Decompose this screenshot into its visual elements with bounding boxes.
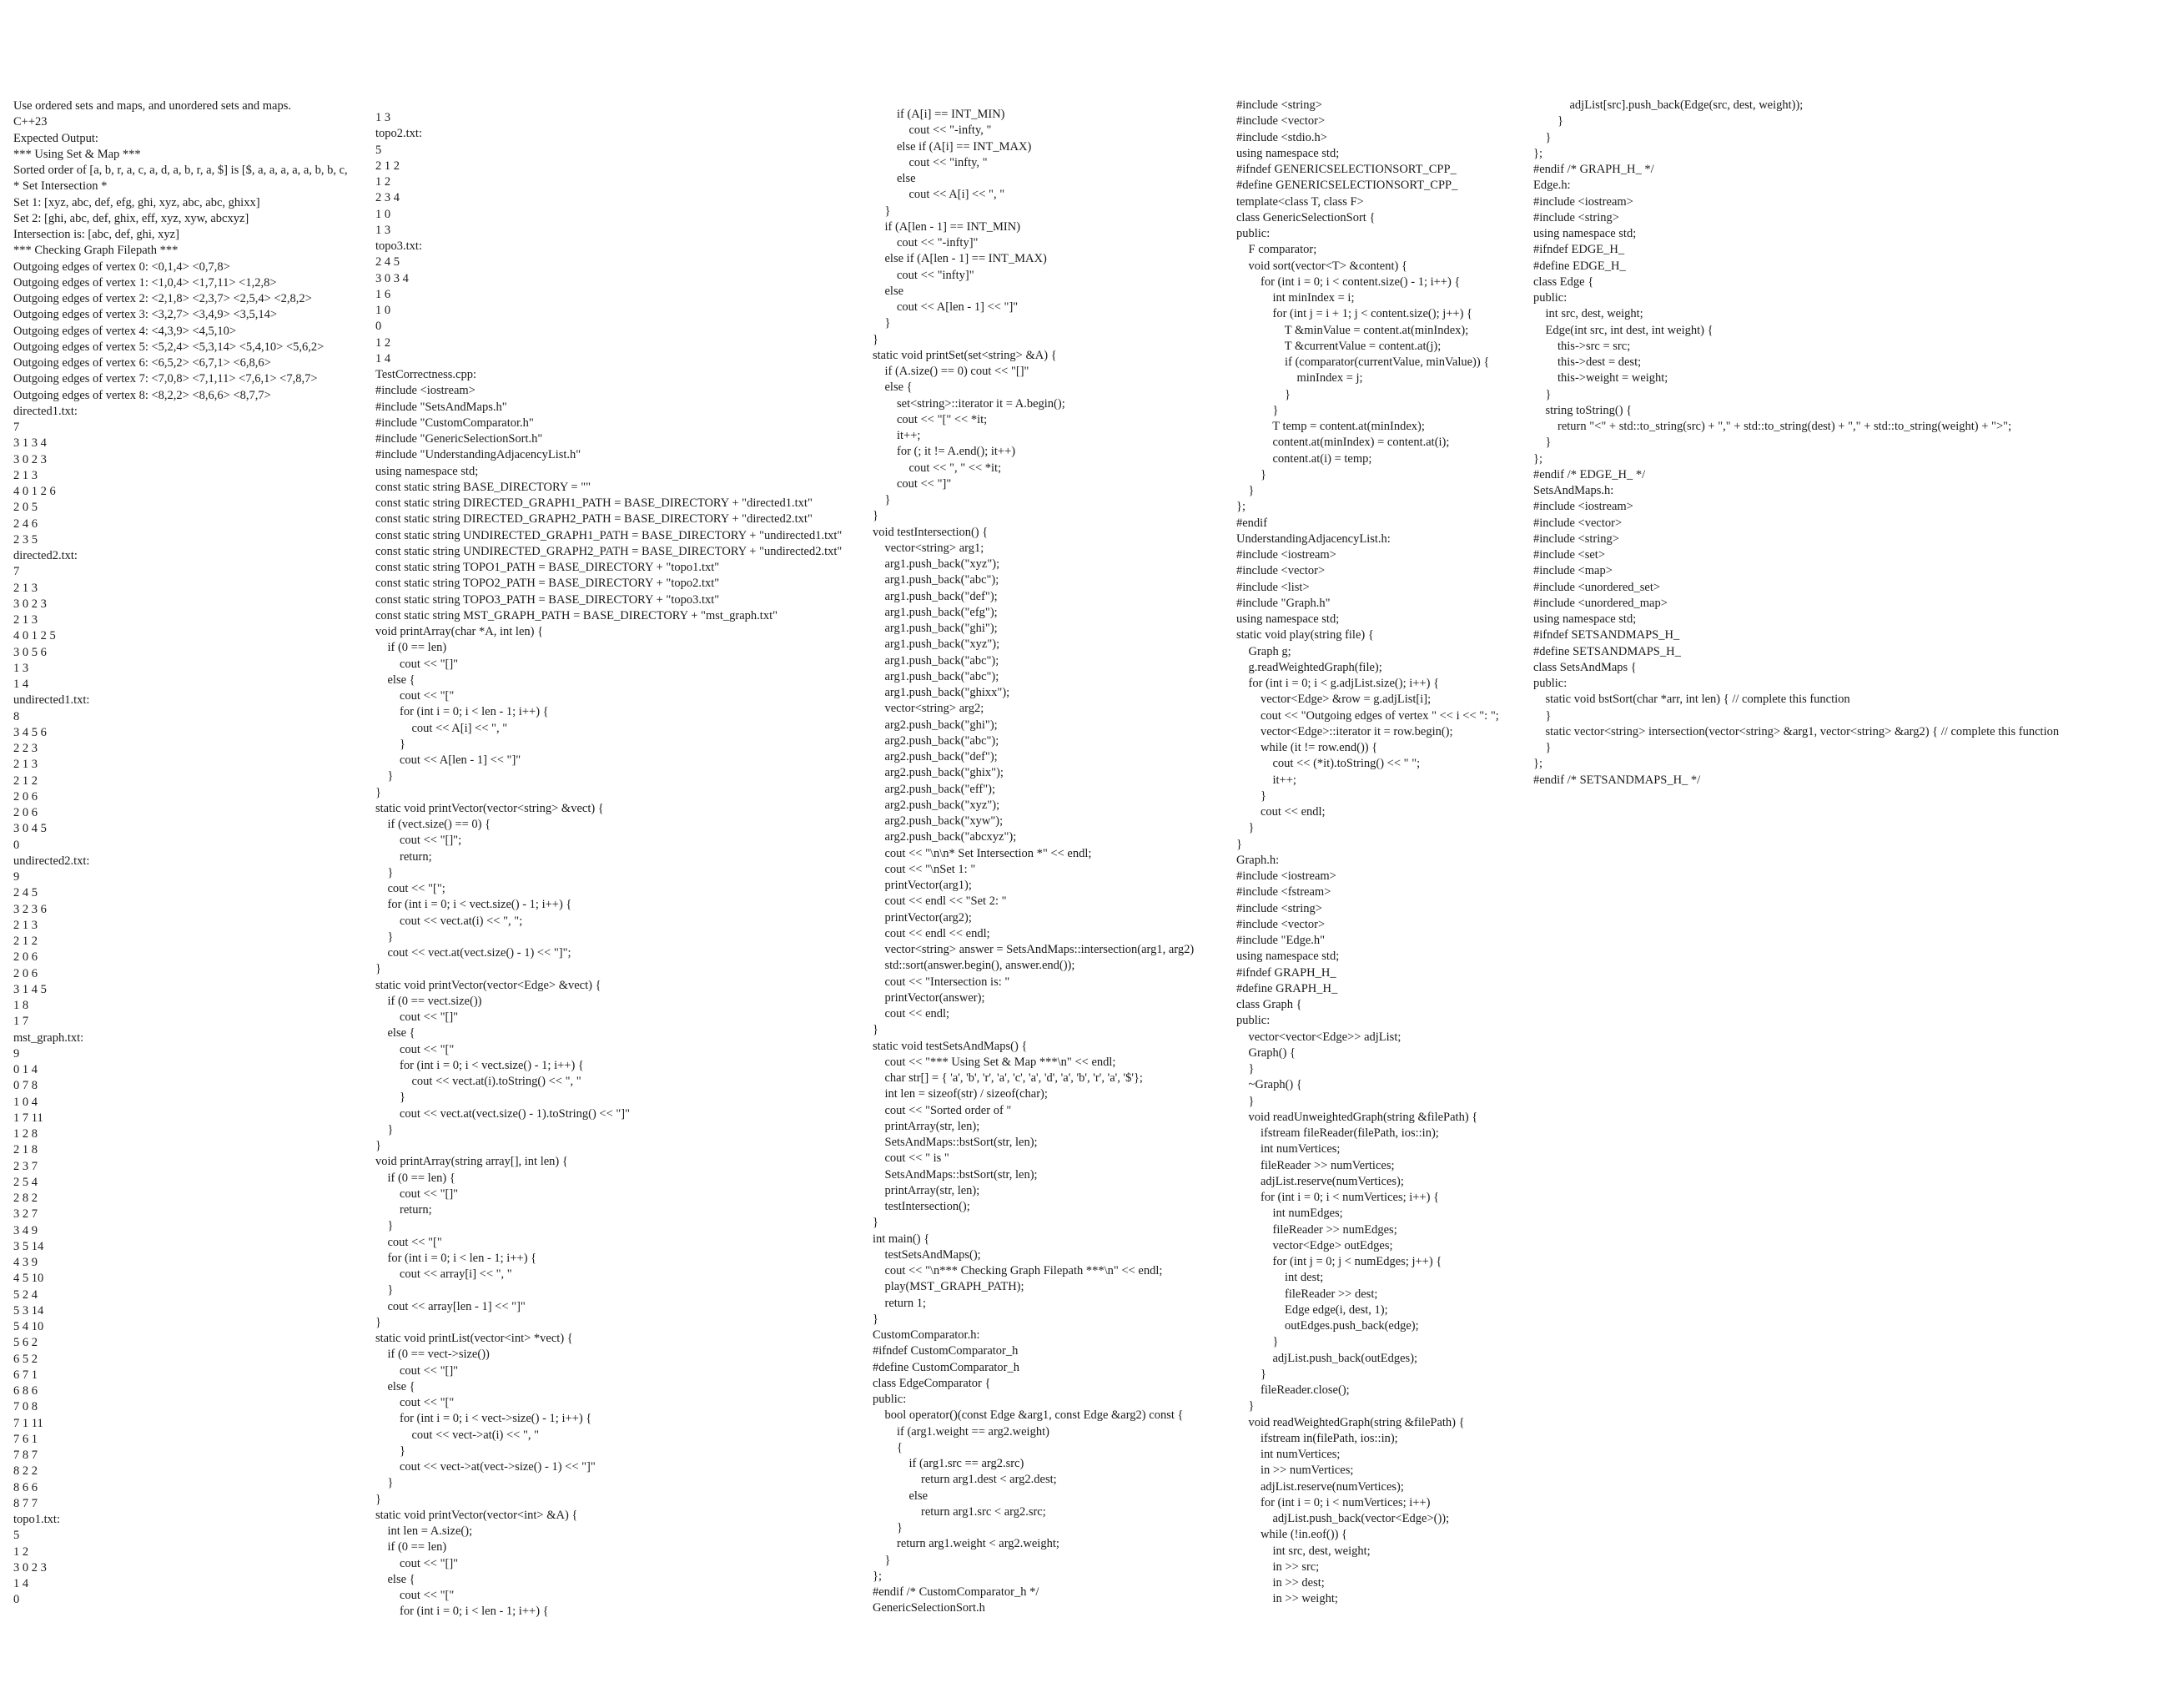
code-column-1: Use ordered sets and maps, and unordered sets and maps. C++23 Expected Output: *** Using Set & Map *** Sorted order of [a, b, r, a, c, a, d, a, b, r, a, $] is [$, a, a, a, a, a, b, b, c, * Set Intersection * Set 1: [xyz, abc, def, efg, ghi, xyz, abc, abc, ghixx] Set 2: [ghi, abc, def, ghix, eff, xyz, xyw, abcxyz] Intersection is: [abc, def, ghi, xyz] *** Checking Graph Filepath *** Outgoing edges of vertex 0: <0,1,4> <0,7,8> Outgoing edges of vertex 1: <1,0,4> <1,7,11> <1,2,8> Outgoing edges of vertex 2: <2,1,8> <2,3,7> <2,5,4> <2,8,2> Outgoing edges of vertex 3: <3,2,7> <3,4,9> <3,5,14> Outgoing edges of vertex 4: <4,3,9> <4,5,10> Outgoing edges of vertex 5: <5,2,4> <5,3,14> <5,4,10> <5,6,2> Outgoing edges of vertex 6: <6,5,2> <6,7,1> <6,8,6> Outgoing edges of vertex 7: <7,0,8> <7,1,11> <7,6,1> <7,8,7> Outgoing edges of vertex 8: <8,2,2> <8,6,6> <8,7,7> directed1.txt: 7 3 1 3 4 3 0 2 3 2 1 3 4 0 1 2 6 2 0 5 2 4 6 2 3 5 directed2.txt: 7 2 1 3 3 0 2 3 2 1 3 4 0 1 2 5 3 0 5 6 1 3 1 4 undirected1.txt: 8 3 4 5 6 2 2 3 2 1 3 2 1 2 2 0 6 2 0 6 3 0 4 5 0 undirected2.txt: 9 2 4 5 3 2 3 6 2 1 3 2 1 2 2 0 6 2 0 6 3 1 4 5 1 8 1 7 mst_graph.txt: 9 0 1 4 0 7 8 1 0 4 1 7 11 1 2 8 2 1 8 2 3 7 2 5 4 2 8 2 3 2 7 3 4 9 3 5 14 4 3 9 4 5 10 5 2 4 5 3 14 5 4 10 5 6 2 6 5 2 6 7 1 6 8 6 7 0 8 7 1 11 7 6 1 7 8 7 8 2 2 8 6 6 8 7 7 topo1.txt: 5 1 2 3 0 2 3 1 4 0 <box>13 99 348 1607</box>
code-column-2: 1 3 topo2.txt: 5 2 1 2 1 2 2 3 4 1 0 1 3 topo3.txt: 2 4 5 3 0 3 4 1 6 1 0 0 1 2 1 4 TestCorrectness.cpp: #include <iostream> #include "SetsAndMaps.h" #include "CustomComparator.h" #include "GenericSelectionSort.h" #include "UnderstandingAdjacencyList.h" using namespace std; const static string BASE_DIRECTORY = "" const static string DIRECTED_GRAPH1_PATH = BASE_DIRECTORY + "directed1.txt" const static string DIRECTED_GRAPH2_PATH = BASE_DIRECTORY + "directed2.txt" const static string UNDIRECTED_GRAPH1_PATH = BASE_DIRECTORY + "undirected1.txt" const static string UNDIRECTED_GRAPH2_PATH = BASE_DIRECTORY + "undirected2.txt" const static string TOPO1_PATH = BASE_DIRECTORY + "topo1.txt" const static string TOPO2_PATH = BASE_DIRECTORY + "topo2.txt" const static string TOPO3_PATH = BASE_DIRECTORY + "topo3.txt" const static string MST_GRAPH_PATH = BASE_DIRECTORY + "mst_graph.txt" void printArray(char *A, int len) { if (0 == len) cout << "[]" else { cout << "[" for (int i = 0; i < len - 1; i++) { cout << A[i] << ", " } cout << A[len - 1] << "]" } } static void printVector(vector<string> &vect) { if (vect.size() == 0) { cout << "[]"; return; } cout << "["; for (int i = 0; i < vect.size() - 1; i++) { cout << vect.at(i) << ", "; } cout << vect.at(vect.size() - 1) << "]"; } static void printVector(vector<Edge> &vect) { if (0 == vect.size()) cout << "[]" else { cout << "[" for (int i = 0; i < vect.size() - 1; i++) { cout << vect.at(i).toString() << ", " } cout << vect.at(vect.size() - 1).toString() << "]" } } void printArray(string array[], int len) { if (0 == len) { cout << "[]" return; } cout << "[" for (int i = 0; i < len - 1; i++) { cout << array[i] << ", " } cout << array[len - 1] << "]" } static void printList(vector<int> *vect) { if (0 == vect->size()) cout << "[]" else { cout << "[" for (int i = 0; i < vect->size() - 1; i++) { cout << vect->at(i) << ", " } cout << vect->at(vect->size() - 1) << "]" } } static void printVector(vector<int> &A) { int len = A.size(); if (0 == len) cout << "[]" else { cout << "[" for (int i = 0; i < len - 1; i++) { <box>375 111 843 1619</box>
code-column-4: #include <string> #include <vector> #include <stdio.h> using namespace std; #ifndef GENERICSELECTIONSORT_CPP_ #define GENERICSELECTIONSORT_CPP_ template<class T, class F> class GenericSelectionSort { public: F comparator; void sort(vector<T> &content) { for (int i = 0; i < content.size() - 1; i++) { int minIndex = i; for (int j = i + 1; j < content.size(); j++) { T &minValue = content.at(minIndex); T &currentValue = content.at(j); if (comparator(currentValue, minValue)) { minIndex = j; } } T temp = content.at(minIndex); content.at(minIndex) = content.at(i); content.at(i) = temp; } } }; #endif UnderstandingAdjacencyList.h: #include <iostream> #include <vector> #include <list> #include "Graph.h" using namespace std; static void play(string file) { Graph g; g.readWeightedGraph(file); for (int i = 0; i < g.adjList.size(); i++) { vector<Edge> &row = g.adjList[i]; cout << "Outgoing edges of vertex " << i << ": "; vector<Edge>::iterator it = row.begin(); while (it != row.end()) { cout << (*it).toString() << " "; it++; } cout << endl; } } Graph.h: #include <iostream> #include <fstream> #include <string> #include <vector> #include "Edge.h" using namespace std; #ifndef GRAPH_H_ #define GRAPH_H_ class Graph { public: vector<vector<Edge>> adjList; Graph() { } ~Graph() { } void readUnweightedGraph(string &filePath) { ifstream fileReader(filePath, ios::in); int numVertices; fileReader >> numVertices; adjList.reserve(numVertices); for (int i = 0; i < numVertices; i++) { int numEdges; fileReader >> numEdges; vector<Edge> outEdges; for (int j = 0; j < numEdges; j++) { int dest; fileReader >> dest; Edge edge(i, dest, 1); outEdges.push_back(edge); } adjList.push_back(outEdges); } fileReader.close(); } void readWeightedGraph(string &filePath) { ifstream in(filePath, ios::in); int numVertices; in >> numVertices; adjList.reserve(numVertices); for (int i = 0; i < numVertices; i++) adjList.push_back(vector<Edge>()); while (!in.eof()) { int src, dest, weight; in >> src; in >> dest; in >> weight; <box>1236 98 1499 1606</box>
code-column-5: adjList[src].push_back(Edge(src, dest, weight)); } } }; #endif /* GRAPH_H_ */ Edge.h: #include <iostream> #include <string> using namespace std; #ifndef EDGE_H_ #define EDGE_H_ class Edge { public: int src, dest, weight; Edge(int src, int dest, int weight) { this->src = src; this->dest = dest; this->weight = weight; } string toString() { return "<" + std::to_string(src) + "," + std::to_string(dest) + "," + std::to_string(weight) + ">"; } }; #endif /* EDGE_H_ */ SetsAndMaps.h: #include <iostream> #include <vector> #include <string> #include <set> #include <map> #include <unordered_set> #include <unordered_map> using namespace std; #ifndef SETSANDMAPS_H_ #define SETSANDMAPS_H_ class SetsAndMaps { public: static void bstSort(char *arr, int len) { // complete this function } static vector<string> intersection(vector<string> &arg1, vector<string> &arg2) { // complete this function } }; #endif /* SETSANDMAPS_H_ */ <box>1533 98 2060 787</box>
code-column-3: if (A[i] == INT_MIN) cout << "-infty, " else if (A[i] == INT_MAX) cout << "infty, " else cout << A[i] << ", " } if (A[len - 1] == INT_MIN) cout << "-infty]" else if (A[len - 1] == INT_MAX) cout << "infty]" else cout << A[len - 1] << "]" } } static void printSet(set<string> &A) { if (A.size() == 0) cout << "[]" else { set<string>::iterator it = A.begin(); cout << "[" << *it; it++; for (; it != A.end(); it++) cout << ", " << *it; cout << "]" } } void testIntersection() { vector<string> arg1; arg1.push_back("xyz"); arg1.push_back("abc"); arg1.push_back("def"); arg1.push_back("efg"); arg1.push_back("ghi"); arg1.push_back("xyz"); arg1.push_back("abc"); arg1.push_back("abc"); arg1.push_back("ghixx"); vector<string> arg2; arg2.push_back("ghi"); arg2.push_back("abc"); arg2.push_back("def"); arg2.push_back("ghix"); arg2.push_back("eff"); arg2.push_back("xyz"); arg2.push_back("xyw"); arg2.push_back("abcxyz"); cout << "\n\n* Set Intersection *" << endl; cout << "\nSet 1: " printVector(arg1); cout << endl << "Set 2: " printVector(arg2); cout << endl << endl; vector<string> answer = SetsAndMaps::intersection(arg1, arg2) std::sort(answer.begin(), answer.end()); cout << "Intersection is: " printVector(answer); cout << endl; } static void testSetsAndMaps() { cout << "*** Using Set & Map ***\n" << endl; char str[] = { 'a', 'b', 'r', 'a', 'c', 'a', 'd', 'a', 'b', 'r', 'a', '$'}; int len = sizeof(str) / sizeof(char); cout << "Sorted order of " printArray(str, len); SetsAndMaps::bstSort(str, len); cout << " is " SetsAndMaps::bstSort(str, len); printArray(str, len); testIntersection(); } int main() { testSetsAndMaps(); cout << "\n*** Checking Graph Filepath ***\n" << endl; play(MST_GRAPH_PATH); return 1; } CustomComparator.h: #ifndef CustomComparator_h #define CustomComparator_h class EdgeComparator { public: bool operator()(const Edge &arg1, const Edge &arg2) const { if (arg1.weight == arg2.weight) { if (arg1.src == arg2.src) return arg1.dest < arg2.dest; else return arg1.src < arg2.src; } return arg1.weight < arg2.weight; } }; #endif /* CustomComparator_h */ GenericSelectionSort.h <box>873 108 1195 1615</box>
